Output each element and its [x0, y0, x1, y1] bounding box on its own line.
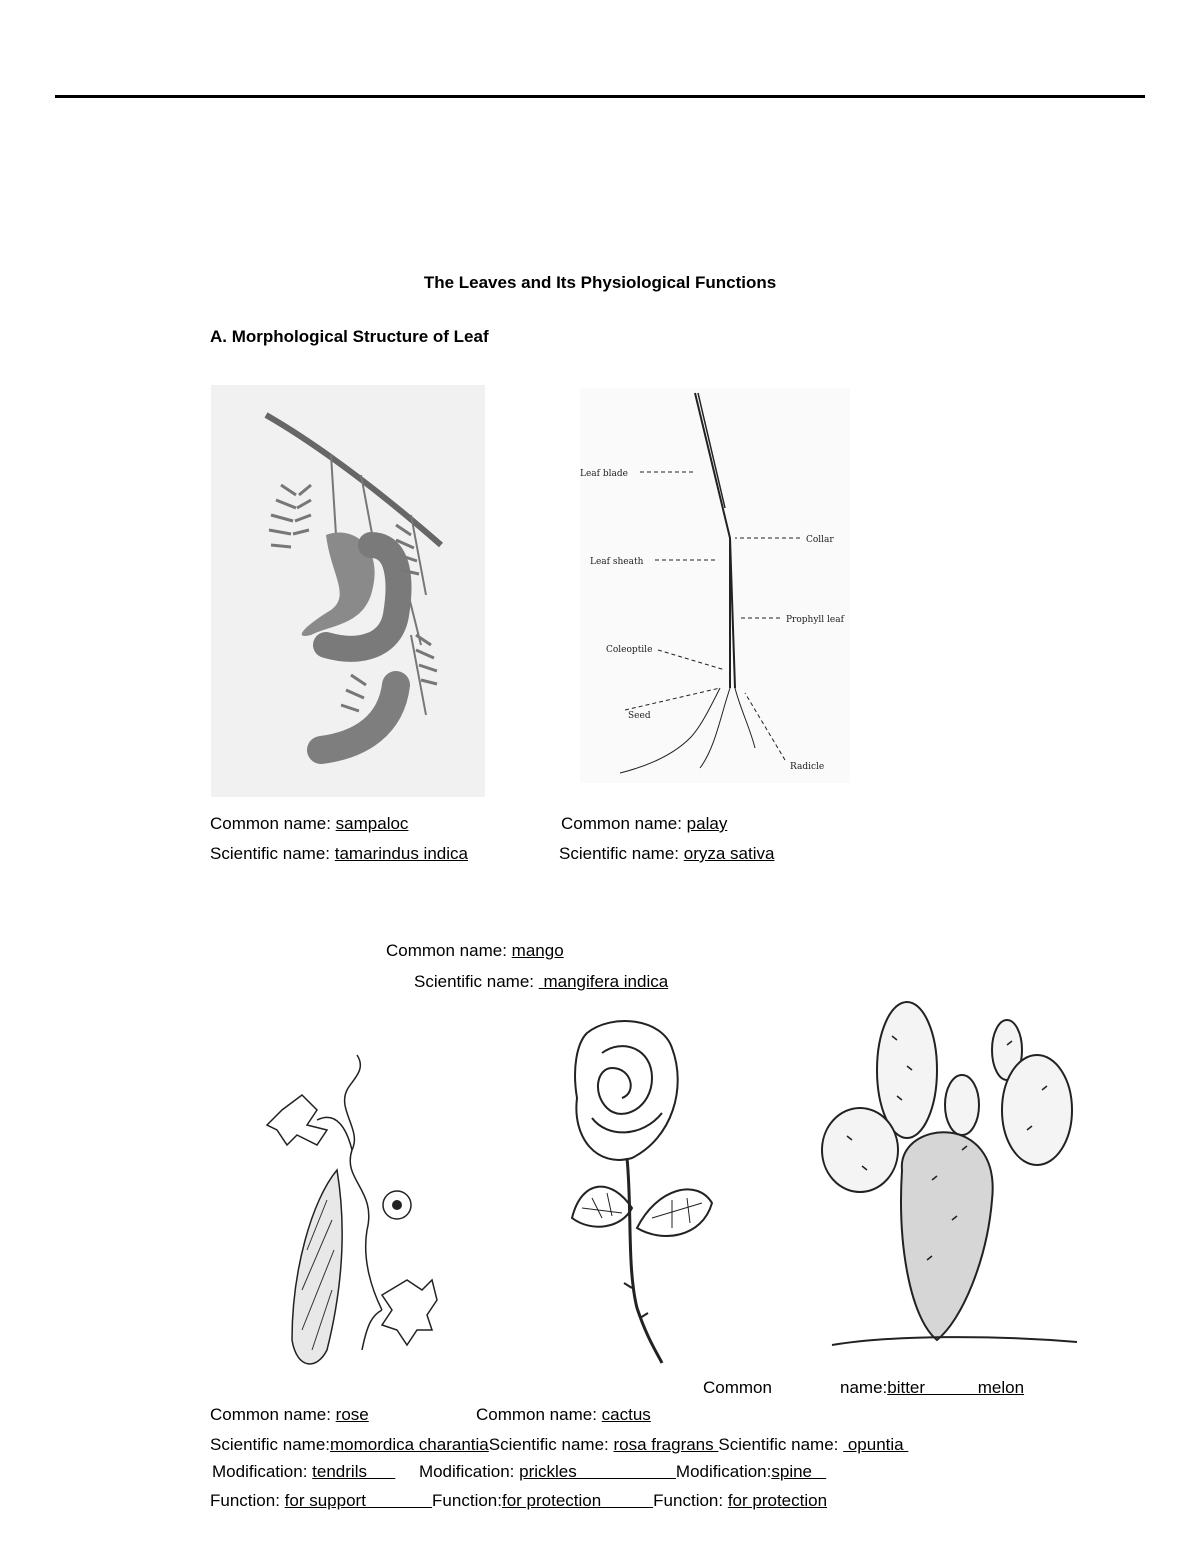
bitter-melon-scientific-name: momordica charantia	[330, 1435, 489, 1454]
mango-scientific-line: Scientific name: mangifera indica	[414, 972, 669, 991]
header-rule	[55, 95, 1145, 98]
cactus-common-name: cactus	[601, 1405, 651, 1424]
seed-label: Seed	[628, 711, 651, 721]
palay-common-name: palay	[686, 814, 728, 833]
collar-label: Collar	[806, 535, 834, 545]
tamarind-drawing-icon	[211, 385, 485, 797]
mango-common-name: mango	[511, 941, 564, 960]
sampaloc-common-name: sampaloc	[335, 814, 409, 833]
page-title: The Leaves and Its Physiological Functions	[423, 273, 777, 292]
leaf-blade-label: Leaf blade	[580, 469, 628, 479]
bitter-melon-modification: tendrils	[312, 1462, 396, 1481]
bitter-melon-common-name: bitter melon	[887, 1378, 1025, 1397]
rose-modification: prickles	[519, 1462, 676, 1481]
section-heading: A. Morphological Structure of Leaf	[210, 327, 489, 346]
palay-scientific-name: oryza sativa	[683, 844, 775, 863]
cactus-drawing-icon	[812, 1000, 1082, 1350]
mango-scientific-name: mangifera indica	[538, 972, 669, 991]
common-word: Common	[703, 1378, 772, 1397]
leaf-sheath-label: Leaf sheath	[590, 557, 644, 567]
sampaloc-scientific-line: Scientific name: tamarindus indica	[210, 844, 468, 863]
scientific-names-line: Scientific name:momordica charantiaScientific name: rosa fragrans Scientific name: opuntia	[210, 1435, 909, 1454]
radicle-label: Radicle	[790, 762, 825, 772]
modification-line: Modification: tendrils Modification: prickles Modification:spine	[212, 1462, 827, 1481]
bitter-melon-drawing-icon	[232, 1050, 462, 1385]
prophyll-leaf-label: Prophyll leaf	[786, 615, 844, 625]
cactus-function: for protection	[727, 1491, 828, 1510]
coleoptile-label: Coleoptile	[606, 645, 653, 655]
sampaloc-common-line: Common name: sampaloc	[210, 814, 409, 833]
sampaloc-scientific-name: tamarindus indica	[334, 844, 468, 863]
rose-function: for protection	[501, 1491, 654, 1510]
rose-common-line: Common name: rose	[210, 1405, 369, 1424]
rose-scientific-name: rosa fragrans	[613, 1435, 719, 1454]
cactus-modification: spine	[771, 1462, 827, 1481]
cactus-common-line: Common name: cactus	[476, 1405, 651, 1424]
rose-drawing-icon	[512, 1008, 737, 1378]
bitter-melon-common-line: name:bitter melon	[840, 1378, 1049, 1398]
rose-common-name: rose	[335, 1405, 369, 1424]
bitter-melon-function: for support	[284, 1491, 433, 1510]
mango-common-line: Common name: mango	[386, 941, 564, 960]
cactus-scientific-name: opuntia	[843, 1435, 909, 1454]
rice-seedling-diagram-icon	[580, 388, 850, 783]
palay-common-line: Common name: palay	[561, 814, 728, 833]
palay-scientific-line: Scientific name: oryza sativa	[559, 844, 775, 863]
function-line: Function: for support Function:for protection Function: for protection	[210, 1491, 828, 1510]
